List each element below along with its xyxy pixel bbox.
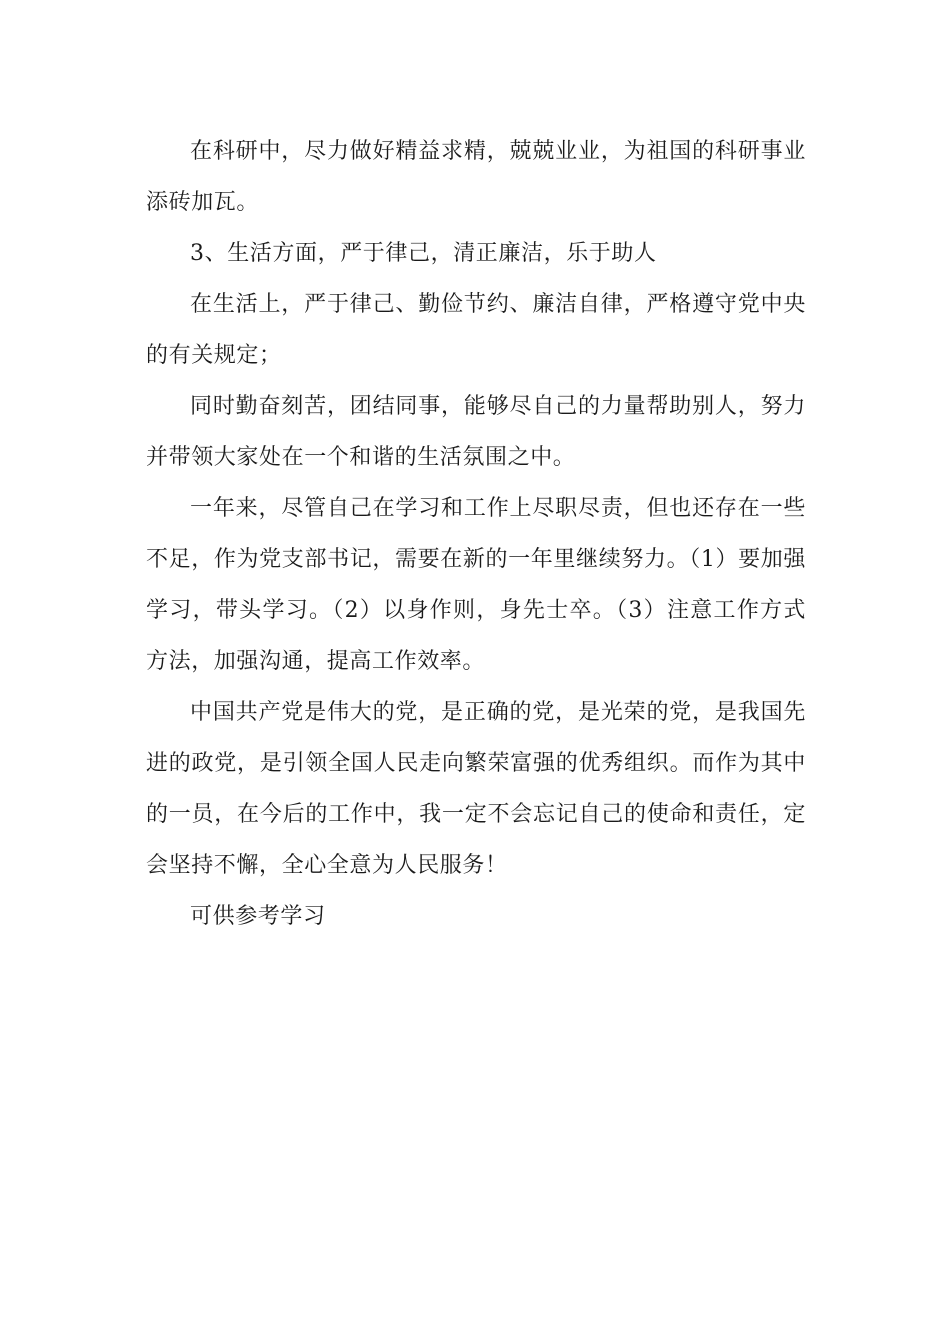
section-heading-life: 3、生活方面，严于律己，清正廉洁，乐于助人: [190, 241, 657, 266]
paragraph-life-discipline: 在生活上，严于律己、勤俭节约、廉洁自律，严格遵守党中央的有关规定；: [146, 292, 806, 368]
paragraph-party-conclusion: 中国共产党是伟大的党，是正确的党，是光荣的党，是我国先进的政党，是引领全国人民走向繁荣富强的优秀组织。而作为其中的一员，在今后的工作中，我一定不会忘记自己的使命和责任，定会坚持不懈，全心全意为人民服务！: [146, 700, 806, 878]
document-page: [146, 126, 806, 942]
paragraph-shortcomings: 一年来，尽管自己在学习和工作上尽职尽责，但也还存在一些不足，作为党支部书记，需要在新的一年里继续努力。（1）要加强学习，带头学习。（2）以身作则，身先士卒。（3）注意工作方式方法，加强沟通，提高工作效率。: [146, 496, 806, 674]
paragraph-teamwork: 同时勤奋刻苦，团结同事，能够尽自己的力量帮助别人，努力并带领大家处在一个和谐的生活氛围之中。: [146, 394, 806, 470]
paragraph-research: 在科研中，尽力做好精益求精，兢兢业业，为祖国的科研事业添砖加瓦。: [146, 139, 806, 215]
footer-note: 可供参考学习: [190, 904, 326, 929]
